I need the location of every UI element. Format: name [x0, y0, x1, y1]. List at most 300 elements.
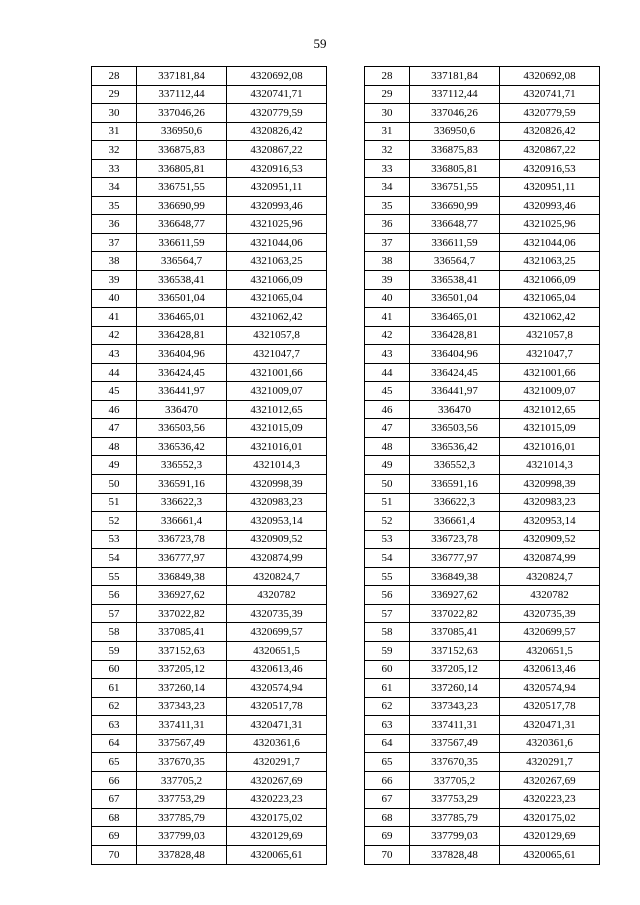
point-number-cell: 46 — [92, 400, 137, 419]
point-number-cell: 59 — [365, 641, 410, 660]
point-number-cell: 66 — [92, 771, 137, 790]
x-coordinate-cell: 336690,99 — [137, 196, 227, 215]
y-coordinate-cell: 4321014,3 — [227, 456, 327, 475]
y-coordinate-cell: 4321066,09 — [227, 271, 327, 290]
point-number-cell: 50 — [92, 475, 137, 494]
point-number-cell: 69 — [365, 827, 410, 846]
y-coordinate-cell: 4321014,3 — [500, 456, 600, 475]
point-number-cell: 31 — [92, 122, 137, 141]
point-number-cell: 54 — [92, 549, 137, 568]
x-coordinate-cell: 336564,7 — [410, 252, 500, 271]
x-coordinate-cell: 336927,62 — [137, 586, 227, 605]
point-number-cell: 33 — [365, 159, 410, 178]
x-coordinate-cell: 336661,4 — [137, 512, 227, 531]
point-number-cell: 61 — [92, 679, 137, 698]
point-number-cell: 35 — [92, 196, 137, 215]
table-row — [365, 271, 600, 290]
x-coordinate-cell: 337705,2 — [410, 771, 500, 790]
y-coordinate-cell: 4321062,42 — [500, 308, 600, 327]
y-coordinate-cell: 4320909,52 — [500, 530, 600, 549]
x-coordinate-cell: 337112,44 — [410, 85, 500, 104]
y-coordinate-cell: 4320471,31 — [227, 716, 327, 735]
y-coordinate-cell: 4321065,04 — [500, 289, 600, 308]
x-coordinate-cell: 336470 — [410, 400, 500, 419]
x-coordinate-cell: 336751,55 — [410, 178, 500, 197]
table-row — [92, 437, 327, 456]
y-coordinate-cell: 4320909,52 — [227, 530, 327, 549]
x-coordinate-cell: 336424,45 — [137, 363, 227, 382]
x-coordinate-cell: 337753,29 — [410, 790, 500, 809]
y-coordinate-cell: 4320361,6 — [227, 734, 327, 753]
table-row — [365, 697, 600, 716]
x-coordinate-cell: 336552,3 — [137, 456, 227, 475]
point-number-cell: 38 — [365, 252, 410, 271]
y-coordinate-cell: 4320613,46 — [500, 660, 600, 679]
table-row — [92, 586, 327, 605]
table-row — [92, 159, 327, 178]
point-number-cell: 43 — [92, 345, 137, 364]
y-coordinate-cell: 4321025,96 — [227, 215, 327, 234]
x-coordinate-cell: 337411,31 — [410, 716, 500, 735]
x-coordinate-cell: 337260,14 — [137, 679, 227, 698]
x-coordinate-cell: 337753,29 — [137, 790, 227, 809]
table-row — [92, 233, 327, 252]
y-coordinate-cell: 4320692,08 — [500, 67, 600, 86]
point-number-cell: 56 — [92, 586, 137, 605]
x-coordinate-cell: 336723,78 — [137, 530, 227, 549]
y-coordinate-cell: 4320779,59 — [500, 104, 600, 123]
x-coordinate-cell: 337343,23 — [137, 697, 227, 716]
table-row — [365, 141, 600, 160]
y-coordinate-cell: 4320651,5 — [500, 641, 600, 660]
x-coordinate-cell: 337799,03 — [137, 827, 227, 846]
point-number-cell: 40 — [92, 289, 137, 308]
point-number-cell: 30 — [92, 104, 137, 123]
y-coordinate-cell: 4320953,14 — [500, 512, 600, 531]
point-number-cell: 62 — [365, 697, 410, 716]
coordinates-table-left — [91, 66, 327, 865]
table-row — [365, 790, 600, 809]
y-coordinate-cell: 4320517,78 — [227, 697, 327, 716]
table-row — [365, 159, 600, 178]
table-row — [365, 289, 600, 308]
point-number-cell: 57 — [365, 604, 410, 623]
table-row — [365, 660, 600, 679]
table-row — [92, 827, 327, 846]
x-coordinate-cell: 336950,6 — [410, 122, 500, 141]
y-coordinate-cell: 4320782 — [227, 586, 327, 605]
x-coordinate-cell: 337022,82 — [137, 604, 227, 623]
x-coordinate-cell: 336503,56 — [137, 419, 227, 438]
x-coordinate-cell: 337205,12 — [410, 660, 500, 679]
point-number-cell: 56 — [365, 586, 410, 605]
table-row — [92, 326, 327, 345]
table-row — [365, 753, 600, 772]
table-row — [92, 419, 327, 438]
point-number-cell: 64 — [365, 734, 410, 753]
y-coordinate-cell: 4321001,66 — [227, 363, 327, 382]
table-row — [365, 85, 600, 104]
x-coordinate-cell: 336441,97 — [410, 382, 500, 401]
point-number-cell: 39 — [92, 271, 137, 290]
x-coordinate-cell: 336927,62 — [410, 586, 500, 605]
point-number-cell: 29 — [365, 85, 410, 104]
y-coordinate-cell: 4321047,7 — [227, 345, 327, 364]
x-coordinate-cell: 336538,41 — [410, 271, 500, 290]
x-coordinate-cell: 337411,31 — [137, 716, 227, 735]
point-number-cell: 32 — [92, 141, 137, 160]
y-coordinate-cell: 4320574,94 — [500, 679, 600, 698]
table-row — [92, 178, 327, 197]
x-coordinate-cell: 336661,4 — [410, 512, 500, 531]
point-number-cell: 59 — [92, 641, 137, 660]
table-row — [365, 734, 600, 753]
point-number-cell: 42 — [92, 326, 137, 345]
x-coordinate-cell: 337828,48 — [410, 845, 500, 864]
x-coordinate-cell: 336723,78 — [410, 530, 500, 549]
x-coordinate-cell: 337828,48 — [137, 845, 227, 864]
table-row — [365, 475, 600, 494]
table-row — [365, 641, 600, 660]
table-row — [92, 549, 327, 568]
table-row — [92, 252, 327, 271]
x-coordinate-cell: 336538,41 — [137, 271, 227, 290]
x-coordinate-cell: 336777,97 — [410, 549, 500, 568]
point-number-cell: 53 — [92, 530, 137, 549]
point-number-cell: 28 — [92, 67, 137, 86]
y-coordinate-cell: 4320065,61 — [500, 845, 600, 864]
y-coordinate-cell: 4321009,07 — [500, 382, 600, 401]
table-row — [365, 716, 600, 735]
y-coordinate-cell: 4320175,02 — [227, 808, 327, 827]
y-coordinate-cell: 4321012,65 — [500, 400, 600, 419]
point-number-cell: 36 — [92, 215, 137, 234]
y-coordinate-cell: 4320735,39 — [227, 604, 327, 623]
table-row — [92, 753, 327, 772]
x-coordinate-cell: 337046,26 — [137, 104, 227, 123]
y-coordinate-cell: 4321015,09 — [227, 419, 327, 438]
point-number-cell: 66 — [365, 771, 410, 790]
table-row — [92, 382, 327, 401]
table-row — [92, 345, 327, 364]
y-coordinate-cell: 4320953,14 — [227, 512, 327, 531]
x-coordinate-cell: 336465,01 — [137, 308, 227, 327]
table-row — [365, 382, 600, 401]
x-coordinate-cell: 336648,77 — [410, 215, 500, 234]
x-coordinate-cell: 337670,35 — [137, 753, 227, 772]
point-number-cell: 41 — [365, 308, 410, 327]
y-coordinate-cell: 4320699,57 — [227, 623, 327, 642]
y-coordinate-cell: 4321001,66 — [500, 363, 600, 382]
x-coordinate-cell: 336564,7 — [137, 252, 227, 271]
table-row — [92, 67, 327, 86]
table-row — [365, 419, 600, 438]
table-row — [365, 679, 600, 698]
table-row — [92, 512, 327, 531]
x-coordinate-cell: 337085,41 — [137, 623, 227, 642]
y-coordinate-cell: 4320735,39 — [500, 604, 600, 623]
point-number-cell: 51 — [92, 493, 137, 512]
point-number-cell: 51 — [365, 493, 410, 512]
y-coordinate-cell: 4320267,69 — [500, 771, 600, 790]
y-coordinate-cell: 4320916,53 — [500, 159, 600, 178]
x-coordinate-cell: 336428,81 — [410, 326, 500, 345]
table-row — [365, 808, 600, 827]
y-coordinate-cell: 4320741,71 — [227, 85, 327, 104]
table-row — [365, 530, 600, 549]
y-coordinate-cell: 4320951,11 — [500, 178, 600, 197]
y-coordinate-cell: 4321044,06 — [500, 233, 600, 252]
y-coordinate-cell: 4321065,04 — [227, 289, 327, 308]
table-row — [92, 808, 327, 827]
y-coordinate-cell: 4320741,71 — [500, 85, 600, 104]
point-number-cell: 68 — [92, 808, 137, 827]
y-coordinate-cell: 4320471,31 — [500, 716, 600, 735]
table-row — [365, 345, 600, 364]
x-coordinate-cell: 336536,42 — [410, 437, 500, 456]
table-row — [365, 400, 600, 419]
y-coordinate-cell: 4320361,6 — [500, 734, 600, 753]
x-coordinate-cell: 337705,2 — [137, 771, 227, 790]
point-number-cell: 47 — [365, 419, 410, 438]
y-coordinate-cell: 4321009,07 — [227, 382, 327, 401]
table-row — [92, 289, 327, 308]
table-row — [365, 308, 600, 327]
point-number-cell: 55 — [92, 567, 137, 586]
table-row — [92, 493, 327, 512]
y-coordinate-cell: 4320874,99 — [500, 549, 600, 568]
point-number-cell: 61 — [365, 679, 410, 698]
point-number-cell: 43 — [365, 345, 410, 364]
table-row — [365, 493, 600, 512]
x-coordinate-cell: 336536,42 — [137, 437, 227, 456]
x-coordinate-cell: 337567,49 — [137, 734, 227, 753]
point-number-cell: 44 — [365, 363, 410, 382]
y-coordinate-cell: 4321063,25 — [500, 252, 600, 271]
x-coordinate-cell: 336805,81 — [410, 159, 500, 178]
x-coordinate-cell: 336751,55 — [137, 178, 227, 197]
point-number-cell: 70 — [365, 845, 410, 864]
point-number-cell: 53 — [365, 530, 410, 549]
table-row — [92, 771, 327, 790]
x-coordinate-cell: 337112,44 — [137, 85, 227, 104]
x-coordinate-cell: 336501,04 — [410, 289, 500, 308]
x-coordinate-cell: 337152,63 — [137, 641, 227, 660]
table-row — [365, 67, 600, 86]
table-row — [365, 104, 600, 123]
table-row — [92, 215, 327, 234]
y-coordinate-cell: 4320824,7 — [227, 567, 327, 586]
table-row — [365, 456, 600, 475]
x-coordinate-cell: 336552,3 — [410, 456, 500, 475]
x-coordinate-cell: 336501,04 — [137, 289, 227, 308]
point-number-cell: 65 — [92, 753, 137, 772]
x-coordinate-cell: 337152,63 — [410, 641, 500, 660]
point-number-cell: 29 — [92, 85, 137, 104]
table-row — [92, 679, 327, 698]
point-number-cell: 63 — [365, 716, 410, 735]
table-row — [365, 233, 600, 252]
point-number-cell: 40 — [365, 289, 410, 308]
y-coordinate-cell: 4321025,96 — [500, 215, 600, 234]
point-number-cell: 48 — [365, 437, 410, 456]
y-coordinate-cell: 4321063,25 — [227, 252, 327, 271]
x-coordinate-cell: 336591,16 — [410, 475, 500, 494]
y-coordinate-cell: 4320129,69 — [227, 827, 327, 846]
y-coordinate-cell: 4320267,69 — [227, 771, 327, 790]
point-number-cell: 32 — [365, 141, 410, 160]
point-number-cell: 60 — [365, 660, 410, 679]
x-coordinate-cell: 336648,77 — [137, 215, 227, 234]
y-coordinate-cell: 4320779,59 — [227, 104, 327, 123]
table-row — [92, 456, 327, 475]
y-coordinate-cell: 4320867,22 — [227, 141, 327, 160]
table-row — [92, 716, 327, 735]
point-number-cell: 52 — [92, 512, 137, 531]
y-coordinate-cell: 4320613,46 — [227, 660, 327, 679]
point-number-cell: 67 — [92, 790, 137, 809]
x-coordinate-cell: 337181,84 — [410, 67, 500, 86]
y-coordinate-cell: 4320223,23 — [500, 790, 600, 809]
y-coordinate-cell: 4320651,5 — [227, 641, 327, 660]
point-number-cell: 68 — [365, 808, 410, 827]
y-coordinate-cell: 4320998,39 — [500, 475, 600, 494]
y-coordinate-cell: 4320826,42 — [500, 122, 600, 141]
x-coordinate-cell: 336404,96 — [137, 345, 227, 364]
x-coordinate-cell: 336591,16 — [137, 475, 227, 494]
y-coordinate-cell: 4320998,39 — [227, 475, 327, 494]
y-coordinate-cell: 4320291,7 — [500, 753, 600, 772]
x-coordinate-cell: 336428,81 — [137, 326, 227, 345]
y-coordinate-cell: 4320129,69 — [500, 827, 600, 846]
y-coordinate-cell: 4320175,02 — [500, 808, 600, 827]
y-coordinate-cell: 4320826,42 — [227, 122, 327, 141]
table-row — [365, 326, 600, 345]
y-coordinate-cell: 4320782 — [500, 586, 600, 605]
y-coordinate-cell: 4320867,22 — [500, 141, 600, 160]
table-row — [365, 827, 600, 846]
point-number-cell: 58 — [365, 623, 410, 642]
table-row — [92, 363, 327, 382]
x-coordinate-cell: 336690,99 — [410, 196, 500, 215]
table-row — [92, 475, 327, 494]
y-coordinate-cell: 4321016,01 — [500, 437, 600, 456]
point-number-cell: 28 — [365, 67, 410, 86]
table-row — [92, 790, 327, 809]
y-coordinate-cell: 4320916,53 — [227, 159, 327, 178]
point-number-cell: 31 — [365, 122, 410, 141]
point-number-cell: 62 — [92, 697, 137, 716]
x-coordinate-cell: 336465,01 — [410, 308, 500, 327]
point-number-cell: 58 — [92, 623, 137, 642]
table-row — [365, 363, 600, 382]
point-number-cell: 65 — [365, 753, 410, 772]
point-number-cell: 57 — [92, 604, 137, 623]
table-row — [92, 660, 327, 679]
point-number-cell: 30 — [365, 104, 410, 123]
y-coordinate-cell: 4321062,42 — [227, 308, 327, 327]
y-coordinate-cell: 4320291,7 — [227, 753, 327, 772]
table-row — [92, 845, 327, 864]
point-number-cell: 46 — [365, 400, 410, 419]
point-number-cell: 41 — [92, 308, 137, 327]
table-row — [92, 196, 327, 215]
table-row — [92, 271, 327, 290]
table-row — [365, 215, 600, 234]
x-coordinate-cell: 337022,82 — [410, 604, 500, 623]
table-row — [365, 567, 600, 586]
y-coordinate-cell: 4320983,23 — [500, 493, 600, 512]
table-row — [365, 586, 600, 605]
y-coordinate-cell: 4320874,99 — [227, 549, 327, 568]
x-coordinate-cell: 336611,59 — [137, 233, 227, 252]
table-row — [92, 530, 327, 549]
point-number-cell: 63 — [92, 716, 137, 735]
table-row — [365, 623, 600, 642]
x-coordinate-cell: 336622,3 — [410, 493, 500, 512]
x-coordinate-cell: 336424,45 — [410, 363, 500, 382]
x-coordinate-cell: 336875,83 — [410, 141, 500, 160]
y-coordinate-cell: 4320983,23 — [227, 493, 327, 512]
y-coordinate-cell: 4321057,8 — [227, 326, 327, 345]
y-coordinate-cell: 4320065,61 — [227, 845, 327, 864]
x-coordinate-cell: 336404,96 — [410, 345, 500, 364]
y-coordinate-cell: 4320517,78 — [500, 697, 600, 716]
point-number-cell: 50 — [365, 475, 410, 494]
table-row — [92, 734, 327, 753]
point-number-cell: 60 — [92, 660, 137, 679]
x-coordinate-cell: 336470 — [137, 400, 227, 419]
table-row — [92, 623, 327, 642]
point-number-cell: 39 — [365, 271, 410, 290]
x-coordinate-cell: 337567,49 — [410, 734, 500, 753]
table-row — [365, 604, 600, 623]
table-row — [92, 604, 327, 623]
page-number: 59 — [313, 36, 327, 51]
table-row — [92, 641, 327, 660]
y-coordinate-cell: 4321047,7 — [500, 345, 600, 364]
x-coordinate-cell: 336805,81 — [137, 159, 227, 178]
x-coordinate-cell: 337260,14 — [410, 679, 500, 698]
point-number-cell: 47 — [92, 419, 137, 438]
point-number-cell: 70 — [92, 845, 137, 864]
y-coordinate-cell: 4320993,46 — [500, 196, 600, 215]
table-row — [365, 549, 600, 568]
point-number-cell: 45 — [365, 382, 410, 401]
point-number-cell: 45 — [92, 382, 137, 401]
x-coordinate-cell: 336441,97 — [137, 382, 227, 401]
table-row — [92, 122, 327, 141]
point-number-cell: 54 — [365, 549, 410, 568]
table-row — [365, 196, 600, 215]
y-coordinate-cell: 4320824,7 — [500, 567, 600, 586]
x-coordinate-cell: 337670,35 — [410, 753, 500, 772]
x-coordinate-cell: 336849,38 — [137, 567, 227, 586]
point-number-cell: 37 — [365, 233, 410, 252]
point-number-cell: 55 — [365, 567, 410, 586]
table-row — [92, 141, 327, 160]
y-coordinate-cell: 4321044,06 — [227, 233, 327, 252]
x-coordinate-cell: 337785,79 — [137, 808, 227, 827]
point-number-cell: 67 — [365, 790, 410, 809]
point-number-cell: 49 — [365, 456, 410, 475]
point-number-cell: 44 — [92, 363, 137, 382]
y-coordinate-cell: 4320223,23 — [227, 790, 327, 809]
table-row — [92, 85, 327, 104]
x-coordinate-cell: 336622,3 — [137, 493, 227, 512]
x-coordinate-cell: 337785,79 — [410, 808, 500, 827]
x-coordinate-cell: 336611,59 — [410, 233, 500, 252]
